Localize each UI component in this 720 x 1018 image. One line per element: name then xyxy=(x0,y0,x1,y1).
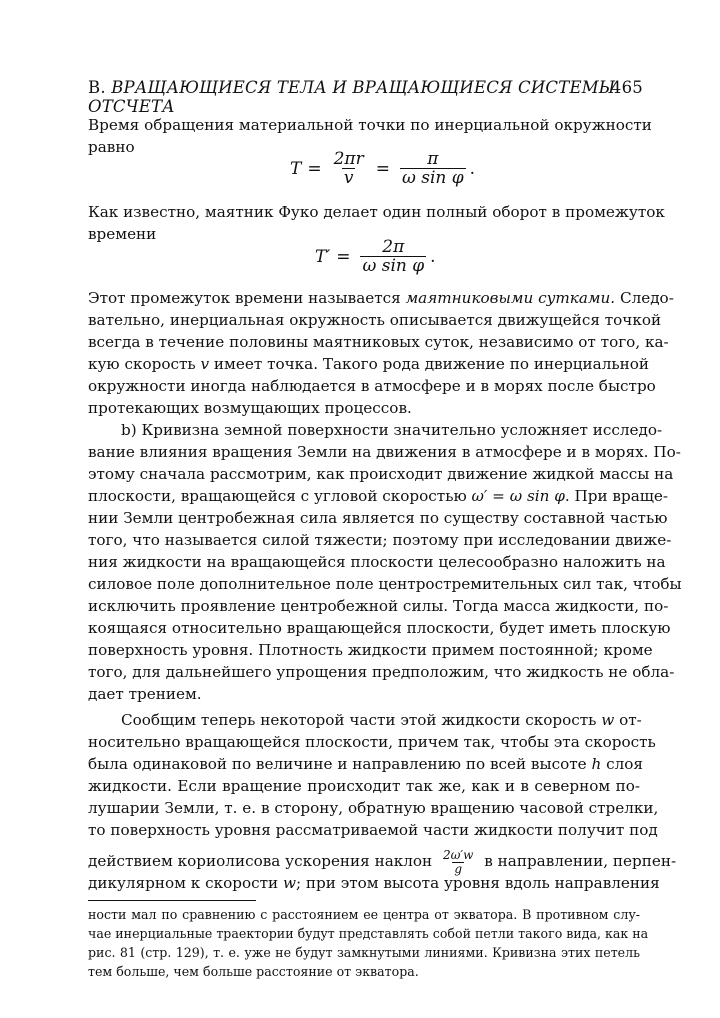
text-line: равно xyxy=(88,138,135,156)
eq-sign: = xyxy=(336,246,351,267)
text-line: окружности иногда наблюдается в атмосфере и в морях после быстро xyxy=(88,377,656,395)
fraction-numerator: 2ω′w xyxy=(443,847,474,862)
section-letter: B. xyxy=(88,78,106,97)
fraction-denominator: ω sin φ xyxy=(401,168,464,188)
math-inline: ω′ = ω sin φ xyxy=(471,487,565,505)
text-line: носительно вращающейся плоскости, причем так, чтобы эта скорость xyxy=(88,733,656,751)
text-line: Время обращения материальной точки по инерциальной окружности xyxy=(88,116,652,134)
text-line xyxy=(88,287,674,309)
fraction-denominator: g xyxy=(454,861,463,876)
text-line xyxy=(121,709,640,731)
term-pendulum-days: маятниковыми сутками. xyxy=(405,289,616,307)
text-line: вательно, инерциальная окружность описывается движущейся точкой xyxy=(88,311,662,329)
page-number: 465 xyxy=(610,78,643,97)
fraction-numerator: 2π xyxy=(382,237,405,257)
eq-symbol: T′ xyxy=(315,246,331,267)
text-line xyxy=(88,872,660,894)
text-line: то поверхность уровня рассматриваемой части жидкости получит под xyxy=(88,821,658,839)
math-var: w xyxy=(282,874,296,892)
running-title: ВРАЩАЮЩИЕСЯ ТЕЛА И ВРАЩАЮЩИЕСЯ СИСТЕМЫ ОТСЧЕТА xyxy=(88,78,616,116)
text-line: этому сначала рассмотрим, как происходит движение жидкой массы на xyxy=(88,465,674,483)
text-line: b) Кривизна земной поверхности значительно усложняет исследо- xyxy=(121,421,663,439)
text-line: того, что называется силой тяжести; поэтому при исследовании движе- xyxy=(88,531,672,549)
eq-sign: = xyxy=(375,158,390,179)
eq-sign: = xyxy=(307,158,322,179)
text-line xyxy=(88,847,677,876)
text-span: Этот промежуток времени называется xyxy=(88,289,401,307)
text-line: коящаяся относительно вращающейся плоскости, будет иметь плоскую xyxy=(88,619,671,637)
text-span: плоскости, вращающейся с угловой скоростью xyxy=(88,487,467,505)
text-span: имеет точка. Такого рода движение по инерциальной xyxy=(213,355,650,373)
text-line: лушарии Земли, т. е. в сторону, обратную вращению часовой стрелки, xyxy=(88,799,659,817)
text-span: от- xyxy=(619,711,642,729)
text-line xyxy=(88,485,668,507)
equation-foucault xyxy=(315,238,436,275)
text-line: жидкости. Если вращение происходит так же, как и в северном по- xyxy=(88,777,640,795)
math-var: w xyxy=(601,711,615,729)
fraction-denominator: ω sin φ xyxy=(362,256,425,276)
text-line: поверхность уровня. Плотность жидкости примем постоянной; кроме xyxy=(88,641,653,659)
footnote-line: тем больше, чем больше расстояние от экватора. xyxy=(88,964,419,979)
eq-period: . xyxy=(430,246,436,267)
fraction-numerator: 2πr xyxy=(333,149,364,169)
text-line: протекающих возмущающих процессов. xyxy=(88,399,412,417)
text-span: действием кориолисова ускорения наклон xyxy=(88,852,433,870)
fraction xyxy=(360,238,426,275)
text-span: ; при этом высота уровня вдоль направления xyxy=(295,874,660,892)
text-line: всегда в течение половины маятниковых суток, независимо от того, ка- xyxy=(88,333,669,351)
text-line: вание влияния вращения Земли на движения в атмосфере и в морях. По- xyxy=(88,443,681,461)
text-line: ния жидкости на вращающейся плоскости целесообразно наложить на xyxy=(88,553,666,571)
fraction-denominator: v xyxy=(343,168,354,188)
eq-symbol: T xyxy=(290,158,302,179)
text-span: была одинаковой по величине и направлению по всей высоте xyxy=(88,755,587,773)
text-span: . При враще- xyxy=(564,487,668,505)
text-line: силовое поле дополнительное поле центростремительных сил так, чтобы xyxy=(88,575,682,593)
fraction-numerator: π xyxy=(427,149,439,169)
text-line xyxy=(88,753,643,775)
footnote-line: рис. 81 (стр. 129), т. е. уже не будут замкнутыми линиями. Кривизна этих петель xyxy=(88,945,640,960)
text-line: нии Земли центробежная сила является по существу составной частью xyxy=(88,509,668,527)
text-line: дает трением. xyxy=(88,685,202,703)
text-line xyxy=(88,353,650,375)
text-span: дикулярном к скорости xyxy=(88,874,279,892)
text-span: Следо- xyxy=(619,289,674,307)
text-line: исключить проявление центробежной силы. Тогда масса жидкости, по- xyxy=(88,597,669,615)
text-span: в направлении, перпен- xyxy=(484,852,677,870)
text-line: Как известно, маятник Фуко делает один полный оборот в промежуток xyxy=(88,203,665,221)
equation-period xyxy=(290,150,475,187)
fraction xyxy=(400,150,466,187)
math-var: h xyxy=(591,755,602,773)
text-span: Сообщим теперь некоторой части этой жидкости скорость xyxy=(121,711,597,729)
math-var: v xyxy=(200,355,210,373)
footnote-line: ности мал по сравнению с расстоянием ее центра от экватора. В противном слу- xyxy=(88,907,640,922)
text-span: кую скорость xyxy=(88,355,196,373)
text-line: времени xyxy=(88,225,157,243)
running-header xyxy=(88,78,643,116)
eq-period: . xyxy=(469,158,476,179)
footnote-line: чае инерциальные траектории будут представлять собой петли такого вида, как на xyxy=(88,926,649,941)
text-span: слоя xyxy=(606,755,643,773)
footnote-rule xyxy=(88,900,256,901)
fraction xyxy=(332,150,366,187)
text-line: того, для дальнейшего упрощения предположим, что жидкость не обла- xyxy=(88,663,675,681)
